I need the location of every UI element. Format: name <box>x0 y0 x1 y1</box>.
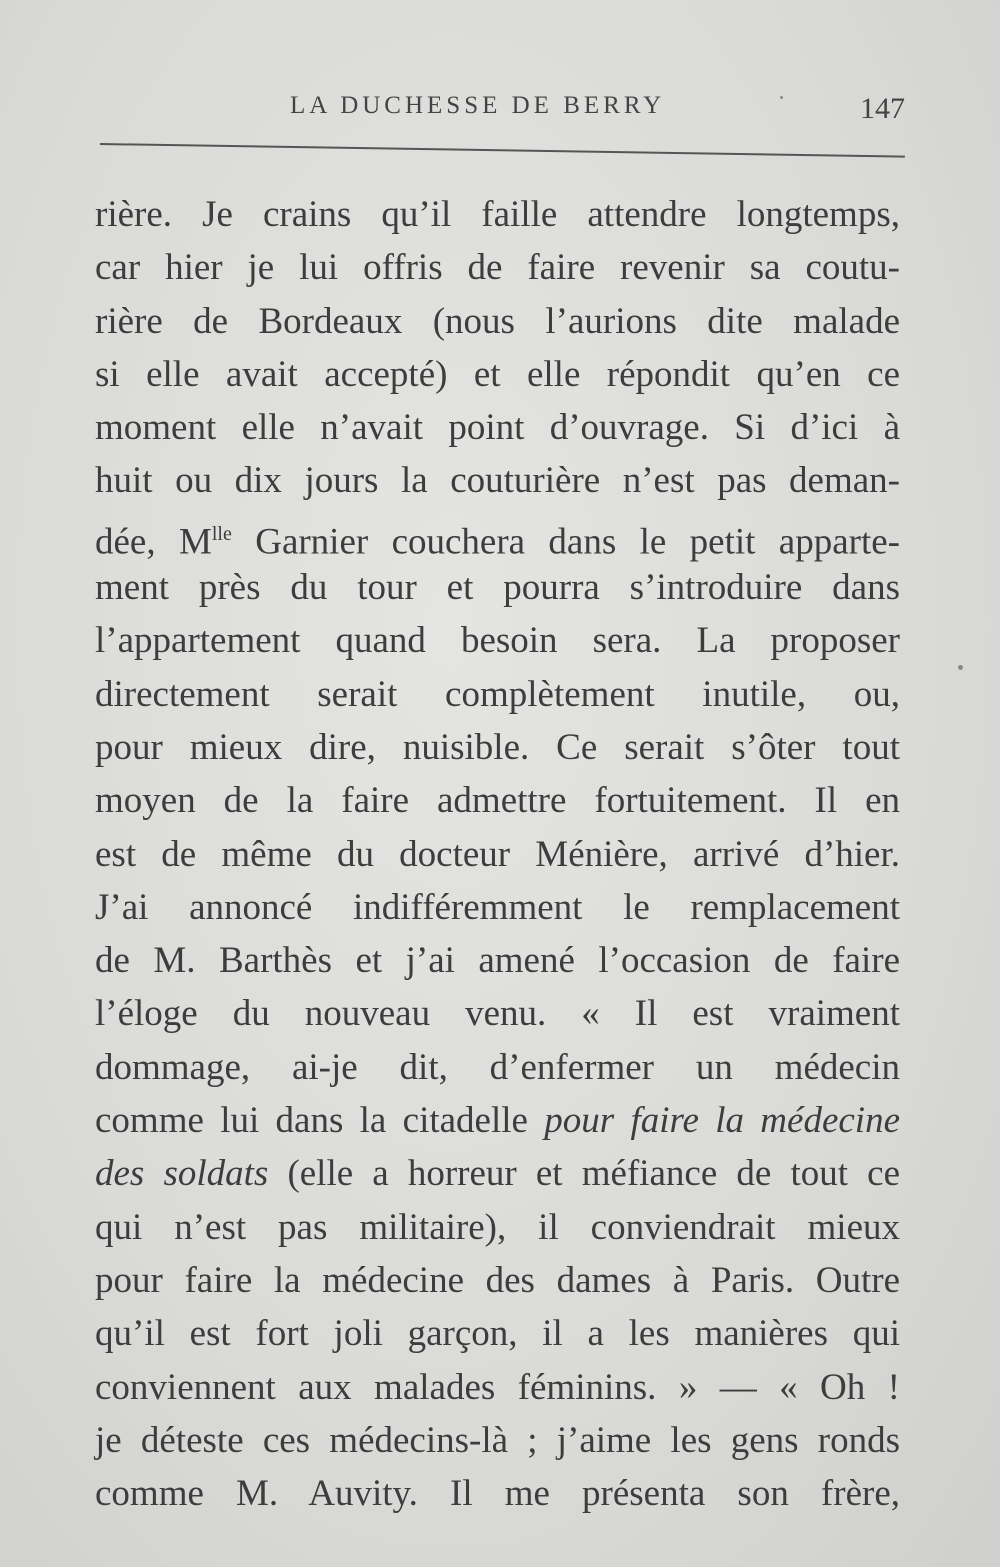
text-segment: Garnier couchera dans le petit apparte- <box>231 521 900 563</box>
text-line: rière. Je crains qu’il faille attendre longtemps, <box>95 194 900 235</box>
text-line: de M. Barthès et j’ai amené l’occasion de faire <box>95 940 900 982</box>
text-line: si elle avait accepté) et elle répondit qu’en ce <box>95 353 900 395</box>
text-segment: dée, M <box>95 521 212 563</box>
italic-segment: des soldats <box>95 1153 269 1195</box>
header-rule <box>100 143 905 158</box>
body-text <box>95 188 900 1520</box>
text-line: conviennent aux malades féminins. » — « Oh ! <box>95 1366 900 1408</box>
text-line: pour faire la médecine des dames à Paris. Outre <box>95 1259 900 1301</box>
page-number: 147 <box>860 92 905 125</box>
text-line: huit ou dix jours la couturière n’est pas deman- <box>95 460 900 502</box>
text-line: moyen de la faire admettre fortuitement. Il en <box>95 780 900 822</box>
paper-speck <box>958 665 963 670</box>
text-segment: comme lui dans la citadelle <box>95 1100 545 1142</box>
text-line: directement serait complètement inutile, ou, <box>95 673 900 715</box>
text-line-with-italic <box>95 1147 900 1200</box>
text-line: J’ai annoncé indifféremment le remplacement <box>95 886 900 928</box>
italic-segment: pour faire la médecine <box>544 1100 900 1142</box>
text-line: car hier je lui offris de faire revenir sa coutu- <box>95 247 900 289</box>
text-line: je déteste ces médecins-là ; j’aime les gens ronds <box>95 1419 900 1461</box>
running-head <box>100 92 905 142</box>
paper-speck <box>780 96 783 99</box>
text-line: ment près du tour et pourra s’introduire dans <box>95 567 900 609</box>
text-line: moment elle n’avait point d’ouvrage. Si d’ici à <box>95 407 900 449</box>
text-line: comme M. Auvity. Il me présenta son frère, <box>95 1473 900 1515</box>
text-segment: (elle a horreur et méfiance de tout ce <box>268 1153 900 1195</box>
superscript-abbreviation: lle <box>211 522 232 545</box>
text-line: rière de Bordeaux (nous l’aurions dite malade <box>95 300 900 342</box>
text-line: pour mieux dire, nuisible. Ce serait s’ôter tout <box>95 726 900 768</box>
text-line: l’appartement quand besoin sera. La proposer <box>95 620 900 662</box>
text-line: qu’il est fort joli garçon, il a les manières qui <box>95 1313 900 1355</box>
running-title: LA DUCHESSE DE BERRY <box>290 92 666 119</box>
text-line-with-italic <box>95 1094 900 1147</box>
text-line: dommage, ai-je dit, d’enfermer un médecin <box>95 1046 900 1088</box>
text-line-with-superscript <box>95 508 900 561</box>
text-line: qui n’est pas militaire), il conviendrait mieux <box>95 1206 900 1248</box>
text-line: est de même du docteur Ménière, arrivé d’hier. <box>95 833 900 875</box>
text-line: l’éloge du nouveau venu. « Il est vraiment <box>95 993 900 1035</box>
